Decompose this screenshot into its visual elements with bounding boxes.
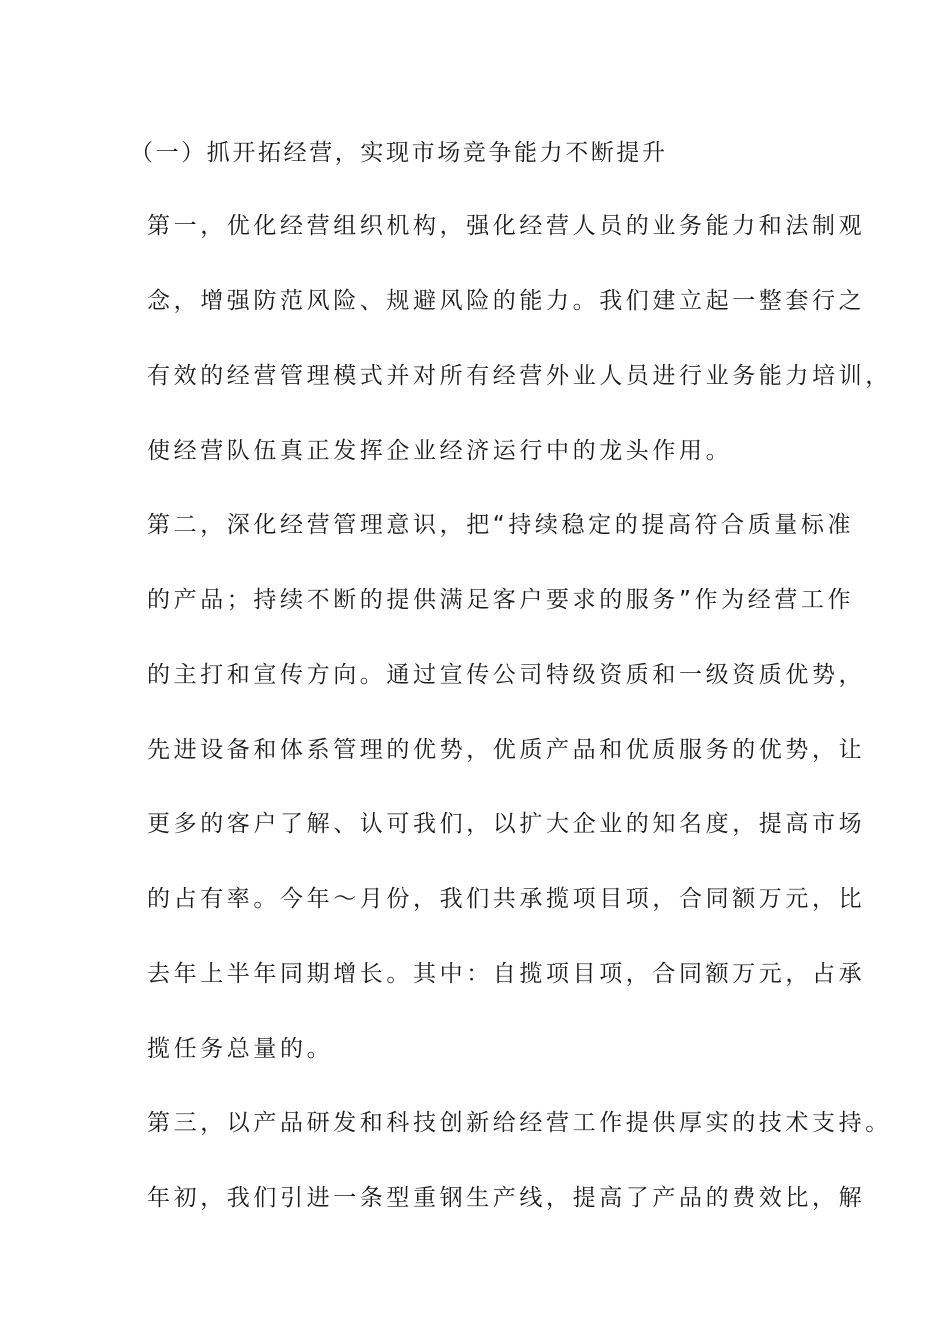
- paragraph-line: 年初，我们引进一条型重钢生产线，提高了产品的费效比，解: [147, 1185, 866, 1211]
- paragraph-line: 去年上半年同期增长。其中：自揽项目项，合同额万元，占承: [147, 961, 866, 987]
- paragraph-line: 的占有率。今年～月份，我们共承揽项目项，合同额万元，比: [147, 886, 866, 912]
- paragraph-line: 的产品；持续不断的提供满足客户要求的服务”作为经营工作: [147, 587, 855, 613]
- paragraph-line: 使经营队伍真正发挥企业经济运行中的龙头作用。: [147, 438, 733, 464]
- paragraph-line: 更多的客户了解、认可我们，以扩大企业的知名度，提高市场: [147, 811, 866, 837]
- paragraph-line: 第二，深化经营管理意识，把“持续稳定的提高符合质量标准: [147, 512, 855, 538]
- paragraph-line: 第一，优化经营组织机构，强化经营人员的业务能力和法制观: [147, 213, 866, 239]
- paragraph-line: 揽任务总量的。: [147, 1036, 334, 1062]
- paragraph-line: 先进设备和体系管理的优势，优质产品和优质服务的优势，让: [147, 737, 866, 763]
- paragraph-line: 有效的经营管理模式并对所有经营外业人员进行业务能力培训，: [147, 363, 892, 389]
- paragraph-line: 第三，以产品研发和科技创新给经营工作提供厚实的技术支持。: [147, 1110, 892, 1136]
- paragraph-line: 念，增强防范风险、规避风险的能力。我们建立起一整套行之: [147, 288, 866, 314]
- paragraph-line: 的主打和宣传方向。通过宣传公司特级资质和一级资质优势，: [147, 662, 866, 688]
- section-heading: （一）抓开拓经营，实现市场竞争能力不断提升: [130, 140, 668, 166]
